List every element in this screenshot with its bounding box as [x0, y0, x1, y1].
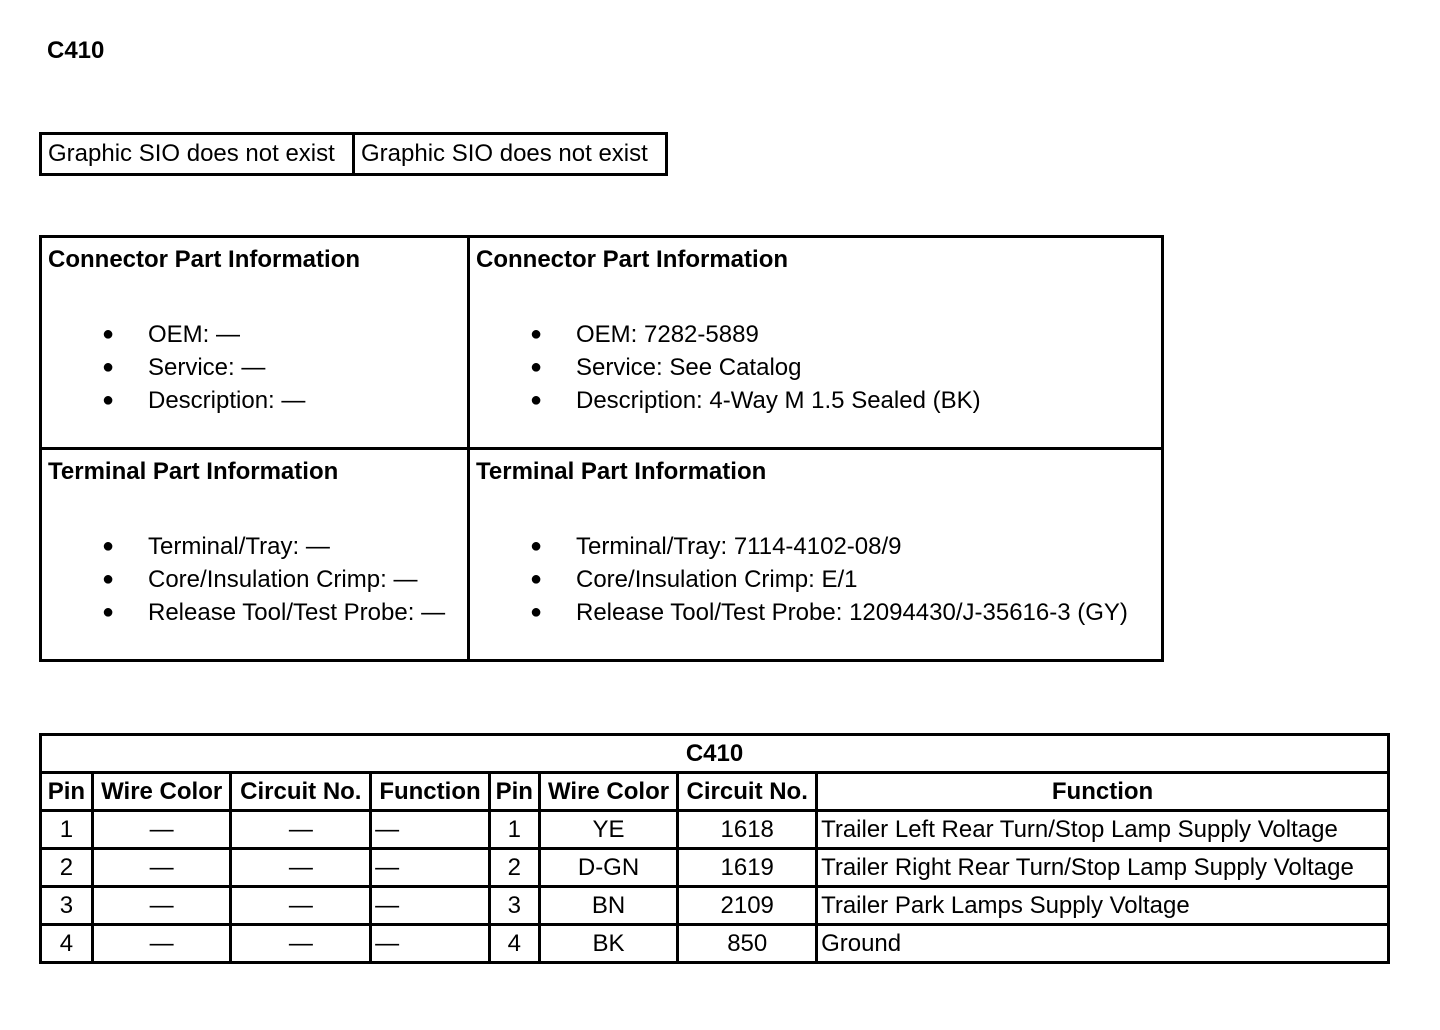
bullet-icon: ●	[530, 356, 543, 378]
column-header: Function	[371, 773, 490, 811]
bullet-icon: ●	[530, 389, 543, 411]
table-cell: D-GN	[539, 849, 678, 887]
list-item: ● OEM: 7282-5889	[476, 318, 1161, 351]
table-header-row	[41, 773, 1389, 811]
terminal-info-left	[41, 449, 469, 661]
table-cell: —	[371, 811, 490, 849]
table-cell: BK	[539, 925, 678, 963]
table-cell: —	[92, 925, 231, 963]
table-cell: —	[371, 925, 490, 963]
list-item: ● Service: See Catalog	[476, 351, 1161, 384]
table-cell: —	[231, 925, 371, 963]
pinout-table	[39, 733, 1390, 964]
connector-info-right	[469, 237, 1163, 449]
table-cell: —	[371, 887, 490, 925]
page-title: C410	[47, 37, 105, 64]
column-header: Wire Color	[92, 773, 231, 811]
bullet-icon: ●	[102, 356, 115, 378]
list-item: ● Description: —	[48, 384, 467, 417]
terminal-info-heading: Terminal Part Information	[476, 458, 767, 485]
column-header: Function	[817, 773, 1389, 811]
bullet-icon: ●	[530, 535, 543, 557]
list-item: ● Release Tool/Test Probe: —	[48, 596, 467, 629]
pinout-table-title: C410	[41, 735, 1389, 773]
bullet-icon: ●	[530, 601, 543, 623]
table-cell: 2	[41, 849, 93, 887]
list-item: ● Terminal/Tray: 7114-4102-08/9	[476, 530, 1161, 563]
table-cell: —	[92, 811, 231, 849]
connector-info-list	[48, 318, 467, 417]
connector-info-heading: Connector Part Information	[48, 246, 361, 273]
table-cell: 1618	[678, 811, 817, 849]
graphic-sio-table	[39, 132, 668, 176]
column-header: Circuit No.	[231, 773, 371, 811]
table-cell: —	[231, 811, 371, 849]
table-cell: 4	[489, 925, 539, 963]
table-cell: 1	[41, 811, 93, 849]
connector-info-list	[476, 318, 1161, 417]
bullet-icon: ●	[102, 601, 115, 623]
connector-info-left	[41, 237, 469, 449]
table-cell: —	[371, 849, 490, 887]
terminal-info-list	[476, 530, 1161, 629]
table-cell: Ground	[817, 925, 1389, 963]
bullet-icon: ●	[102, 568, 115, 590]
graphic-sio-cell: Graphic SIO does not exist	[354, 134, 667, 175]
table-row	[41, 925, 1389, 963]
bullet-icon: ●	[102, 535, 115, 557]
table-cell: 850	[678, 925, 817, 963]
list-item: ● OEM: —	[48, 318, 467, 351]
table-row	[41, 849, 1389, 887]
column-header: Pin	[41, 773, 93, 811]
list-item: ● Release Tool/Test Probe: 12094430/J-35616-3 (GY)	[476, 596, 1161, 629]
table-cell: 1619	[678, 849, 817, 887]
table-cell: —	[92, 849, 231, 887]
terminal-info-list	[48, 530, 467, 629]
table-cell: —	[231, 887, 371, 925]
graphic-sio-cell: Graphic SIO does not exist	[41, 134, 354, 175]
table-cell: Trailer Right Rear Turn/Stop Lamp Supply Voltage	[817, 849, 1389, 887]
column-header: Circuit No.	[678, 773, 817, 811]
list-item: ● Core/Insulation Crimp: E/1	[476, 563, 1161, 596]
table-cell: 3	[489, 887, 539, 925]
table-row	[41, 887, 1389, 925]
table-row	[41, 811, 1389, 849]
bullet-icon: ●	[530, 323, 543, 345]
list-item: ● Core/Insulation Crimp: —	[48, 563, 467, 596]
table-cell: —	[231, 849, 371, 887]
table-cell: BN	[539, 887, 678, 925]
list-item: ● Description: 4-Way M 1.5 Sealed (BK)	[476, 384, 1161, 417]
terminal-info-heading: Terminal Part Information	[48, 458, 339, 485]
bullet-icon: ●	[530, 568, 543, 590]
connector-info-heading: Connector Part Information	[476, 246, 789, 273]
column-header: Wire Color	[539, 773, 678, 811]
table-cell: 3	[41, 887, 93, 925]
table-cell: 2	[489, 849, 539, 887]
bullet-icon: ●	[102, 389, 115, 411]
table-cell: YE	[539, 811, 678, 849]
table-cell: 1	[489, 811, 539, 849]
table-cell: Trailer Left Rear Turn/Stop Lamp Supply Voltage	[817, 811, 1389, 849]
part-information-table	[39, 235, 1164, 662]
table-cell: 4	[41, 925, 93, 963]
terminal-info-right	[469, 449, 1163, 661]
list-item: ● Terminal/Tray: —	[48, 530, 467, 563]
table-cell: —	[92, 887, 231, 925]
bullet-icon: ●	[102, 323, 115, 345]
table-cell: Trailer Park Lamps Supply Voltage	[817, 887, 1389, 925]
column-header: Pin	[489, 773, 539, 811]
list-item: ● Service: —	[48, 351, 467, 384]
table-cell: 2109	[678, 887, 817, 925]
